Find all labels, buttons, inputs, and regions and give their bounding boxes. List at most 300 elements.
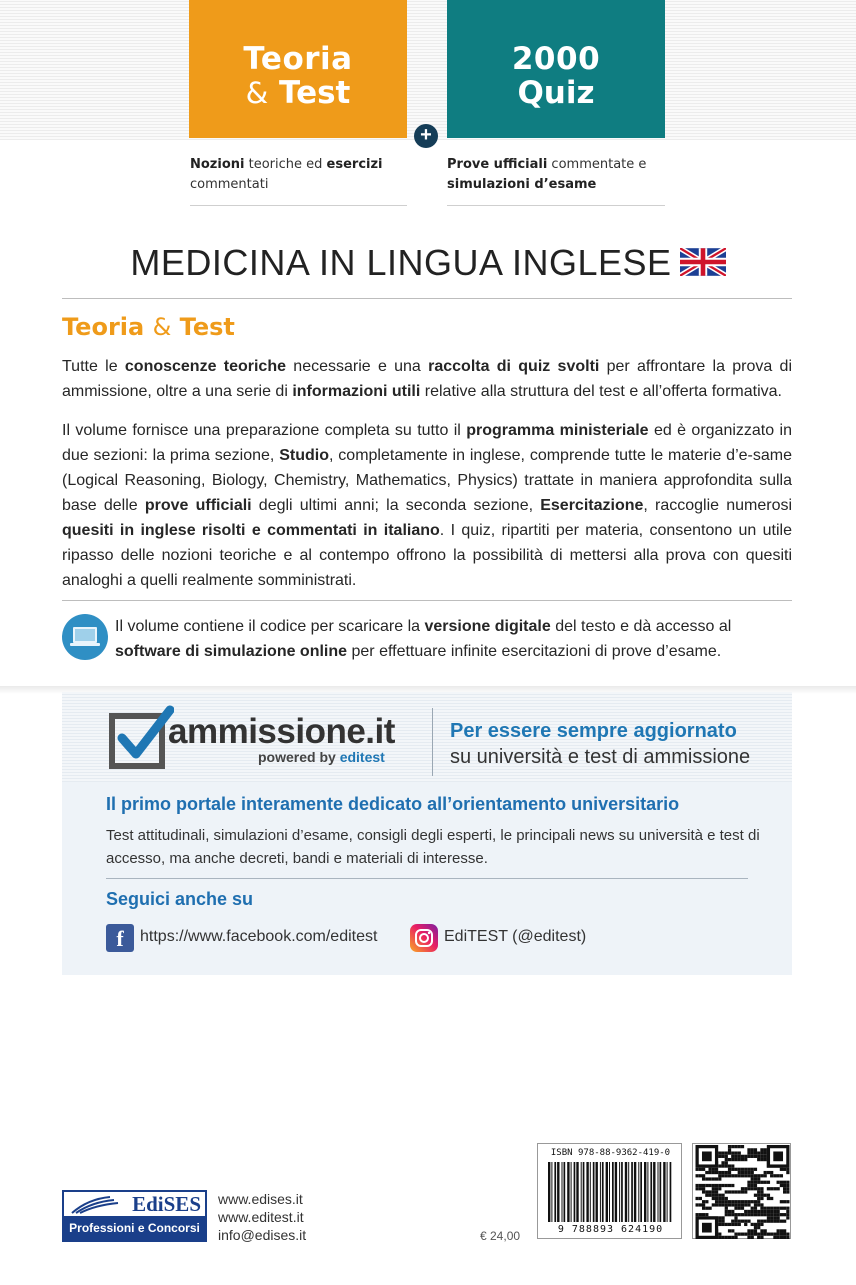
qr-module xyxy=(760,1174,763,1177)
qr-module xyxy=(751,1200,754,1203)
qr-module xyxy=(767,1187,770,1190)
qr-module xyxy=(751,1236,754,1239)
qr-module xyxy=(751,1184,754,1187)
facebook-link[interactable]: https://www.facebook.com/editest xyxy=(140,928,378,945)
qr-module xyxy=(734,1213,737,1216)
qr-module xyxy=(721,1216,724,1219)
qr-module xyxy=(780,1168,783,1171)
qr-module xyxy=(741,1158,744,1161)
qr-module xyxy=(754,1200,757,1203)
qr-module xyxy=(718,1233,721,1236)
qr-module xyxy=(738,1168,741,1171)
qr-module xyxy=(770,1187,773,1190)
barcode-bar xyxy=(564,1162,566,1222)
quiz-box xyxy=(447,0,665,138)
qr-module xyxy=(731,1236,734,1239)
qr-module xyxy=(767,1197,770,1200)
qr-module xyxy=(699,1213,702,1216)
barcode-bar xyxy=(574,1162,576,1222)
qr-module xyxy=(754,1229,757,1232)
qr-module xyxy=(777,1207,780,1210)
body-text: Il volume fornisce una preparazione completa su tutto il xyxy=(62,422,467,439)
body-text: per affrontare la prova di ammissione, oltre a una serie di xyxy=(62,358,793,400)
qr-module xyxy=(751,1233,754,1236)
qr-module xyxy=(754,1233,757,1236)
qr-module xyxy=(728,1213,731,1216)
qr-module xyxy=(751,1174,754,1177)
barcode-bars xyxy=(546,1162,674,1222)
qr-module xyxy=(712,1187,715,1190)
qr-module xyxy=(744,1155,747,1158)
qr-module xyxy=(783,1229,786,1232)
qr-module xyxy=(731,1168,734,1171)
qr-module xyxy=(696,1213,699,1216)
qr-module xyxy=(702,1207,705,1210)
uk-flag-icon xyxy=(680,248,726,276)
barcode-bar xyxy=(667,1162,668,1222)
website-edises[interactable]: www.edises.it xyxy=(218,1191,303,1207)
qr-module xyxy=(780,1233,783,1236)
barcode-bar xyxy=(562,1162,563,1222)
qr-module xyxy=(786,1184,789,1187)
slogan-primary: Per essere sempre aggiornato xyxy=(450,720,737,742)
qr-module xyxy=(705,1171,708,1174)
qr-module xyxy=(770,1216,773,1219)
qr-module xyxy=(754,1151,757,1154)
slogan-secondary: su università e test di ammissione xyxy=(450,746,751,768)
barcode-bar xyxy=(628,1162,629,1222)
qr-module xyxy=(744,1158,747,1161)
price: € 24,00 xyxy=(480,1229,521,1243)
qr-module xyxy=(744,1190,747,1193)
qr-module xyxy=(721,1203,724,1206)
body-text: degli ultimi anni; la seconda sezione, xyxy=(251,497,541,514)
qr-module xyxy=(760,1158,763,1161)
qr-module xyxy=(760,1151,763,1154)
qr-module xyxy=(734,1200,737,1203)
qr-module xyxy=(721,1151,724,1154)
qr-module xyxy=(738,1174,741,1177)
qr-module xyxy=(741,1207,744,1210)
barcode-bar xyxy=(600,1162,601,1222)
qr-module xyxy=(731,1203,734,1206)
qr-module xyxy=(718,1171,721,1174)
qr-module xyxy=(767,1171,770,1174)
qr-module xyxy=(783,1200,786,1203)
qr-module xyxy=(721,1220,724,1223)
qr-module xyxy=(754,1168,757,1171)
barcode-bar xyxy=(650,1162,652,1222)
qr-module xyxy=(718,1203,721,1206)
qr-module xyxy=(702,1177,705,1180)
vertical-divider xyxy=(432,708,433,776)
qr-module xyxy=(699,1184,702,1187)
qr-module xyxy=(734,1145,737,1148)
qr-module xyxy=(738,1200,741,1203)
qr-module xyxy=(747,1233,750,1236)
website-editest[interactable]: www.editest.it xyxy=(218,1209,304,1225)
qr-module xyxy=(705,1194,708,1197)
barcode-bar xyxy=(612,1162,614,1222)
qr-module xyxy=(757,1210,760,1213)
test-label: Test xyxy=(279,75,351,111)
emphasis-text: software di simulazione online xyxy=(115,643,348,660)
qr-module xyxy=(728,1158,731,1161)
qr-module xyxy=(773,1210,776,1213)
qr-module xyxy=(725,1164,728,1167)
qr-module xyxy=(725,1171,728,1174)
qr-module xyxy=(780,1220,783,1223)
qr-module xyxy=(718,1216,721,1219)
qr-module xyxy=(747,1171,750,1174)
qr-module xyxy=(783,1181,786,1184)
qr-module xyxy=(721,1194,724,1197)
qr-module xyxy=(777,1181,780,1184)
qr-module xyxy=(751,1151,754,1154)
qr-module xyxy=(718,1194,721,1197)
barcode-bar xyxy=(593,1162,595,1222)
qr-module xyxy=(728,1184,731,1187)
qr-module xyxy=(777,1210,780,1213)
qr-module xyxy=(718,1177,721,1180)
qr-module xyxy=(721,1197,724,1200)
qr-module xyxy=(767,1216,770,1219)
qr-module xyxy=(754,1194,757,1197)
qr-module xyxy=(702,1168,705,1171)
qr-module xyxy=(767,1194,770,1197)
qr-module xyxy=(754,1210,757,1213)
qr-module xyxy=(702,1184,705,1187)
qr-module xyxy=(708,1177,711,1180)
qr-module xyxy=(718,1236,721,1239)
qr-module xyxy=(754,1155,757,1158)
qr-module xyxy=(708,1190,711,1193)
portal-title: Il primo portale interamente dedicato all’orientamento universitario xyxy=(106,794,680,814)
qr-module xyxy=(725,1190,728,1193)
qr-module xyxy=(728,1168,731,1171)
qr-module xyxy=(764,1181,767,1184)
qr-module xyxy=(757,1223,760,1226)
qr-module xyxy=(760,1207,763,1210)
qr-module xyxy=(747,1181,750,1184)
qr-module xyxy=(783,1213,786,1216)
qr-module xyxy=(744,1233,747,1236)
qr-module xyxy=(741,1155,744,1158)
qr-module xyxy=(747,1168,750,1171)
qr-module xyxy=(744,1210,747,1213)
barcode-bar xyxy=(658,1162,659,1222)
qr-module xyxy=(751,1229,754,1232)
qr-module xyxy=(754,1226,757,1229)
qr-module xyxy=(773,1220,776,1223)
qr-module xyxy=(731,1184,734,1187)
qr-module xyxy=(744,1213,747,1216)
qr-module xyxy=(721,1223,724,1226)
qr-module xyxy=(751,1223,754,1226)
portal-description: Test attitudinali, simulazioni d’esame, consigli degli esperti, le principali news su università e test di accesso, ma anche decreti, bandi e materiali di interesse. xyxy=(106,827,760,867)
qr-module xyxy=(757,1203,760,1206)
qr-module xyxy=(734,1190,737,1193)
qr-module xyxy=(786,1171,789,1174)
emphasis-text: Esercitazione xyxy=(540,497,644,514)
qr-module xyxy=(770,1213,773,1216)
instagram-link[interactable]: EdiTEST (@editest) xyxy=(444,928,587,945)
qr-module xyxy=(721,1155,724,1158)
qr-module xyxy=(738,1207,741,1210)
barcode-bar xyxy=(644,1162,646,1222)
qr-module xyxy=(783,1187,786,1190)
qr-module xyxy=(725,1151,728,1154)
qr-module xyxy=(783,1220,786,1223)
qr-module xyxy=(754,1187,757,1190)
qr-module xyxy=(783,1190,786,1193)
qr-module xyxy=(777,1233,780,1236)
qr-module xyxy=(760,1181,763,1184)
qr-module xyxy=(734,1207,737,1210)
qr-module xyxy=(757,1187,760,1190)
follow-heading: Seguici anche su xyxy=(106,889,254,909)
qr-module xyxy=(696,1187,699,1190)
barcode-bar xyxy=(625,1162,627,1222)
qr-module xyxy=(734,1158,737,1161)
qr-module xyxy=(767,1181,770,1184)
ean-text: 9 788893 624190 xyxy=(557,1224,664,1235)
qr-module xyxy=(786,1200,789,1203)
qr-module xyxy=(705,1213,708,1216)
facebook-icon: f xyxy=(106,924,134,952)
qr-module xyxy=(741,1187,744,1190)
qr-module xyxy=(718,1200,721,1203)
emphasis-text: programma ministeriale xyxy=(466,422,649,439)
qr-module xyxy=(738,1220,741,1223)
email-link[interactable]: info@edises.it xyxy=(218,1227,307,1243)
qr-module xyxy=(786,1233,789,1236)
qr-module xyxy=(751,1187,754,1190)
qr-module xyxy=(764,1207,767,1210)
qr-module xyxy=(747,1184,750,1187)
divider xyxy=(106,878,748,879)
body-text: relative alla struttura del test e all’offerta formativa. xyxy=(420,383,782,400)
section-title: Teoria & Test xyxy=(62,313,235,341)
qr-module xyxy=(757,1233,760,1236)
qr-module xyxy=(718,1174,721,1177)
logo-tagline: Professioni e Concorsi xyxy=(64,1216,205,1240)
qr-module xyxy=(747,1203,750,1206)
ampersand: & xyxy=(245,76,269,110)
qr-module xyxy=(777,1213,780,1216)
qr-module xyxy=(708,1194,711,1197)
qr-module xyxy=(757,1220,760,1223)
qr-module xyxy=(696,1197,699,1200)
qr-module xyxy=(777,1216,780,1219)
qr-module xyxy=(786,1236,789,1239)
qr-module xyxy=(764,1155,767,1158)
qr-module xyxy=(738,1203,741,1206)
qr-module xyxy=(725,1158,728,1161)
qr-module xyxy=(731,1151,734,1154)
qr-module xyxy=(721,1174,724,1177)
qr-module xyxy=(764,1220,767,1223)
qr-module xyxy=(712,1194,715,1197)
qr-module xyxy=(734,1220,737,1223)
qr-module xyxy=(738,1155,741,1158)
qr-module xyxy=(731,1190,734,1193)
qr-module xyxy=(738,1213,741,1216)
barcode-bar xyxy=(615,1162,617,1222)
qr-module xyxy=(728,1200,731,1203)
qr-module xyxy=(721,1236,724,1239)
qr-module xyxy=(725,1203,728,1206)
body-text: del testo e dà accesso al xyxy=(550,618,732,635)
barcode-bar xyxy=(653,1162,655,1222)
qr-module xyxy=(721,1171,724,1174)
qr-module xyxy=(705,1177,708,1180)
qr-module xyxy=(731,1200,734,1203)
qr-module xyxy=(757,1190,760,1193)
qr-module xyxy=(734,1216,737,1219)
barcode-bar xyxy=(660,1162,662,1222)
qr-module xyxy=(715,1187,718,1190)
qr-module xyxy=(731,1220,734,1223)
logo-brand: EdiSES xyxy=(132,1192,201,1216)
barcode-bar xyxy=(571,1162,572,1222)
qr-module xyxy=(715,1177,718,1180)
qr-module xyxy=(712,1203,715,1206)
qr-module xyxy=(738,1233,741,1236)
qr-module xyxy=(728,1229,731,1232)
qr-module xyxy=(728,1203,731,1206)
qr-module xyxy=(712,1171,715,1174)
qr-module xyxy=(764,1174,767,1177)
qr-module xyxy=(731,1155,734,1158)
qr-module xyxy=(754,1148,757,1151)
qr-module xyxy=(725,1161,728,1164)
barcode-bar xyxy=(640,1162,642,1222)
qr-module xyxy=(744,1203,747,1206)
qr-module xyxy=(712,1197,715,1200)
barcode-bar xyxy=(581,1162,582,1222)
qr-module xyxy=(760,1203,763,1206)
body-text: per effettuare infinite esercitazioni di prove d’esame. xyxy=(347,643,722,660)
qr-module xyxy=(767,1220,770,1223)
qr-module xyxy=(738,1151,741,1154)
qr-module xyxy=(754,1213,757,1216)
qr-module xyxy=(773,1213,776,1216)
qr-module xyxy=(757,1213,760,1216)
qr-module xyxy=(786,1187,789,1190)
intro-paragraph xyxy=(62,354,792,404)
contacts xyxy=(218,1190,306,1244)
qr-module xyxy=(754,1177,757,1180)
qr-module xyxy=(696,1184,699,1187)
qr-module xyxy=(744,1220,747,1223)
qr-module xyxy=(741,1174,744,1177)
qr-module xyxy=(747,1155,750,1158)
qr-module xyxy=(705,1207,708,1210)
qr-module xyxy=(764,1210,767,1213)
qr-module xyxy=(760,1210,763,1213)
barcode-bar xyxy=(590,1162,591,1222)
qr-module xyxy=(773,1207,776,1210)
barcode-bar xyxy=(596,1162,598,1222)
barcode-bar xyxy=(609,1162,610,1222)
qr-module xyxy=(786,1213,789,1216)
qr-module xyxy=(760,1197,763,1200)
qr-module xyxy=(731,1174,734,1177)
qr-module xyxy=(754,1203,757,1206)
qr-module xyxy=(744,1223,747,1226)
qr-module xyxy=(731,1164,734,1167)
qr-module xyxy=(747,1213,750,1216)
qr-module xyxy=(699,1203,702,1206)
qr-module xyxy=(760,1223,763,1226)
qr-module xyxy=(767,1213,770,1216)
qr-module xyxy=(702,1200,705,1203)
qr-module xyxy=(699,1168,702,1171)
emphasis-text: raccolta di quiz svolti xyxy=(428,358,600,375)
qr-module xyxy=(718,1223,721,1226)
qr-module xyxy=(725,1184,728,1187)
barcode-bar xyxy=(647,1162,648,1222)
qr-module xyxy=(734,1174,737,1177)
barcode-bar xyxy=(551,1162,552,1222)
qr-module xyxy=(760,1194,763,1197)
qr-module xyxy=(725,1223,728,1226)
digital-version-note xyxy=(115,614,795,664)
qr-pattern xyxy=(694,1145,791,1239)
qr-module xyxy=(786,1207,789,1210)
body-text: , completamente in inglese, comprende tutte le materie d’e-same (Logical Reasoning, Biology, Chemistry, Mathematics, Physics) trattate in maniera approfondita sulla base delle xyxy=(62,447,792,514)
emphasis-text: quesiti in inglese risolti e commentati in italiano xyxy=(62,522,440,539)
qr-module xyxy=(699,1187,702,1190)
qr-module xyxy=(728,1148,731,1151)
qr-module xyxy=(764,1151,767,1154)
header-background xyxy=(0,0,856,140)
qr-module xyxy=(770,1210,773,1213)
qr-module xyxy=(715,1168,718,1171)
qr-module xyxy=(728,1190,731,1193)
qr-module xyxy=(747,1174,750,1177)
qr-module xyxy=(718,1151,721,1154)
qr-module xyxy=(718,1187,721,1190)
qr-module xyxy=(725,1210,728,1213)
qr-module xyxy=(783,1207,786,1210)
barcode-bar xyxy=(548,1162,550,1222)
qr-module xyxy=(718,1155,721,1158)
divider xyxy=(62,600,792,601)
qr-module xyxy=(705,1190,708,1193)
qr-module xyxy=(770,1207,773,1210)
qr-module xyxy=(741,1233,744,1236)
body-text: necessarie e una xyxy=(286,358,429,375)
qr-module xyxy=(715,1197,718,1200)
qr-module xyxy=(786,1181,789,1184)
barcode-bar xyxy=(583,1162,585,1222)
emphasis-text: prove ufficiali xyxy=(144,497,252,514)
qr-module xyxy=(702,1190,705,1193)
qr-module xyxy=(751,1210,754,1213)
qr-module xyxy=(754,1174,757,1177)
qr-module xyxy=(715,1200,718,1203)
barcode-bar xyxy=(567,1162,569,1222)
qr-module xyxy=(721,1164,724,1167)
body-text: ed è organizzato in due sezioni: la prima sezione, xyxy=(62,422,792,464)
isbn-text: ISBN 978-88-9362-419-0 xyxy=(550,1148,671,1158)
qr-module xyxy=(747,1210,750,1213)
qr-module xyxy=(728,1174,731,1177)
qr-module xyxy=(718,1184,721,1187)
qr-module xyxy=(725,1197,728,1200)
